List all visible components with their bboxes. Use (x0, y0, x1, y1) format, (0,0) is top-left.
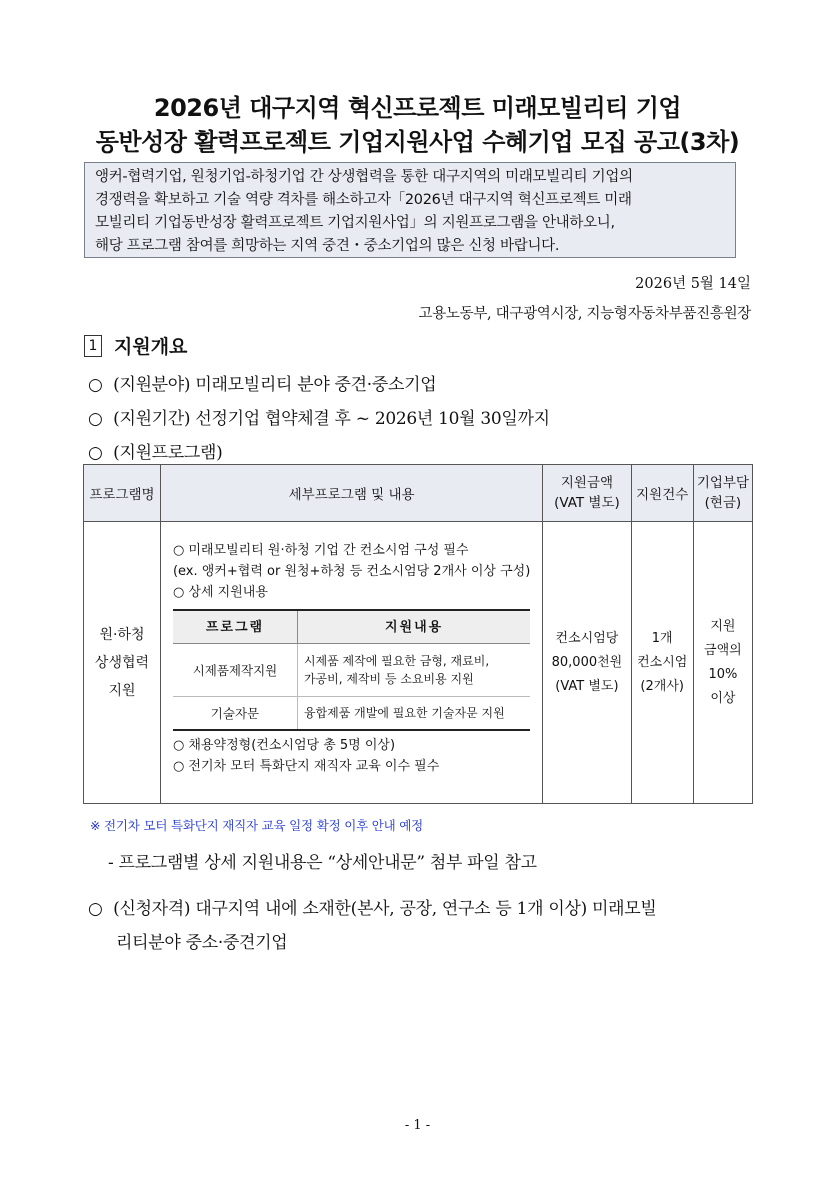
inner-content: 시제품 제작에 필요한 금형, 재료비, 가공비, 제작비 등 소요비용 지원 (297, 644, 530, 697)
header-burden: 기업부담 (현금) (693, 465, 752, 522)
intro-line: 해당 프로그램 참여를 희망하는 지역 중견・중소기업의 많은 신청 바랍니다. (95, 238, 560, 254)
title-line-1: 2026년 대구지역 혁신프로젝트 미래모빌리티 기업 (153, 94, 682, 122)
program-name-cell: 원·하청 상생협력 지원 (84, 522, 161, 804)
table-row (84, 522, 753, 804)
detail-cell (160, 522, 542, 804)
inner-row (173, 644, 530, 697)
bullet-text: 선정기업 협약체결 후 ~ 2026년 10월 30일까지 (195, 409, 550, 429)
detail-line: ○ 상세 지원내용 (172, 585, 268, 600)
bullet-support-period (88, 404, 550, 429)
inner-content: 융합제품 개발에 필요한 기술자문 지원 (297, 697, 530, 731)
section-number: 1 (84, 335, 102, 357)
program-table (83, 464, 753, 804)
bullet-eligibility (88, 892, 758, 960)
bullet-text: 미래모빌리티 분야 중견·중소기업 (195, 375, 437, 395)
intro-line: 앵커-협력기업, 원청기업-하청기업 간 상생협력을 통한 대구지역의 미래모빌리티 기업의 (95, 169, 633, 185)
detail-line: ○ 채용약정형(컨소시엄당 총 5명 이상) (172, 738, 396, 753)
bullet-label: (지원프로그램) (113, 443, 223, 463)
header-count: 지원건수 (631, 465, 693, 522)
amount-cell: 컨소시엄당 80,000천원 (VAT 별도) (543, 522, 631, 804)
inner-header-program: 프로그램 (173, 610, 298, 644)
bullet-support-program (88, 438, 223, 463)
bullet-circle-icon: ○ (88, 375, 103, 395)
intro-line: 모빌리티 기업동반성장 활력프로젝트 기업지원사업」의 지원프로그램을 안내하오니, (95, 215, 615, 231)
announcement-date: 2026년 5월 14일 (635, 276, 751, 292)
inner-program: 시제품제작지원 (173, 644, 298, 697)
header-amount: 지원금액 (VAT 별도) (543, 465, 631, 522)
title-line-2: 동반성장 활력프로젝트 기업지원사업 수혜기업 모집 공고(3차) (95, 128, 740, 156)
page-number: - 1 - (404, 1118, 431, 1133)
section-heading (84, 332, 187, 359)
detail-line: ○ 미래모빌리티 원·하청 기업 간 컨소시엄 구성 필수 (172, 543, 469, 558)
bullet-label: (지원분야) (113, 375, 191, 395)
detail-reference-note: - 프로그램별 상세 지원내용은 “상세안내문” 첨부 파일 참고 (108, 853, 537, 873)
inner-support-table (173, 609, 530, 731)
burden-cell: 지원 금액의 10% 이상 (693, 522, 752, 804)
bullet-circle-icon: ○ (88, 443, 103, 463)
count-cell: 1개 컨소시엄 (2개사) (631, 522, 693, 804)
bullet-support-field (88, 370, 436, 395)
detail-line: (ex. 앵커+협력 or 원청+하청 등 컨소시엄당 2개사 이상 구성) (172, 564, 531, 579)
bullet-circle-icon: ○ (88, 409, 103, 429)
bullet-circle-icon: ○ (88, 899, 103, 919)
bullet-label: (지원기간) (113, 409, 191, 429)
bullet-text-continued: 리티분야 중소·중견기업 (116, 933, 288, 953)
bullet-label: (신청자격) (113, 899, 191, 919)
inner-row (173, 697, 530, 731)
intro-box (84, 162, 736, 258)
detail-line: ○ 전기차 모터 특화단지 재직자 교육 이수 필수 (172, 759, 440, 774)
inner-header-content: 지원내용 (297, 610, 530, 644)
issuing-organizations: 고용노동부, 대구광역시장, 지능형자동차부품진흥원장 (418, 306, 751, 322)
program-table-header (84, 465, 753, 522)
education-note: ※ 전기차 모터 특화단지 재직자 교육 일정 확정 이후 안내 예정 (90, 818, 424, 833)
bullet-text: 대구지역 내에 소재한(본사, 공장, 연구소 등 1개 이상) 미래모빌 (195, 899, 657, 919)
inner-program: 기술자문 (173, 697, 298, 731)
header-program-name: 프로그램명 (84, 465, 161, 522)
intro-line: 경쟁력을 확보하고 기술 역량 격차를 해소하고자「2026년 대구지역 혁신프로젝트 미래 (95, 192, 632, 208)
section-title: 지원개요 (114, 336, 188, 358)
header-detail: 세부프로그램 및 내용 (160, 465, 542, 522)
